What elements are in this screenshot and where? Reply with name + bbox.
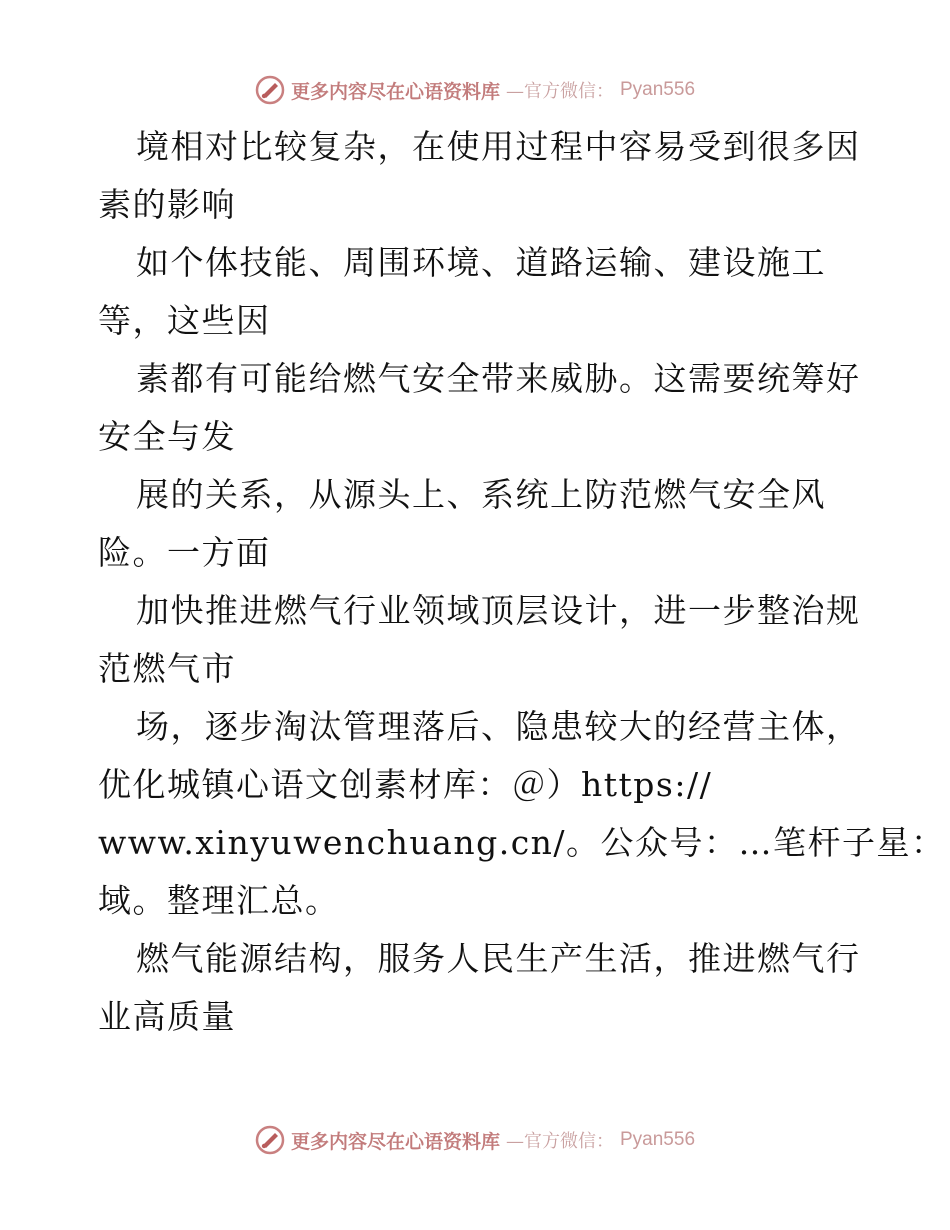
- watermark-main-text: 更多内容尽在心语资料库: [290, 80, 500, 103]
- paragraph-5-line-2: 范燃气市: [98, 649, 236, 688]
- watermark-main-text: 更多内容尽在心语资料库: [290, 1130, 500, 1153]
- paragraph-1-line-2: 素的影响: [98, 185, 236, 224]
- footer-watermark: [0, 1120, 950, 1160]
- paragraph-1-line-1: 境相对比较复杂，在使用过程中容易受到很多因: [136, 127, 861, 166]
- paragraph-2-line-2: 等，这些因: [98, 301, 271, 340]
- brand-logo-icon: [255, 75, 285, 105]
- paragraph-6-line-1: 场，逐步淘汰管理落后、隐患较大的经营主体，: [136, 707, 861, 746]
- paragraph-4-line-2: 险。一方面: [98, 533, 271, 572]
- paragraph-7-line-1: 燃气能源结构，服务人民生产生活，推进燃气行: [136, 939, 861, 978]
- paragraph-6-line-2: 优化城镇心语文创素材库：＠）https://: [98, 765, 713, 804]
- paragraph-6-line-3: www.xinyuwenchuang.cn/。公众号：…笔杆子星：: [98, 823, 946, 862]
- paragraph-6-line-4: 域。整理汇总。: [98, 881, 340, 920]
- paragraph-5-line-1: 加快推进燃气行业领域顶层设计，进一步整治规: [136, 591, 861, 630]
- paragraph-3-line-1: 素都有可能给燃气安全带来威胁。这需要统筹好: [136, 359, 861, 398]
- watermark-sub-text: —官方微信：: [506, 81, 614, 102]
- paragraph-2-line-1: 如个体技能、周围环境、道路运输、建设施工: [136, 243, 826, 282]
- header-watermark: [0, 70, 950, 110]
- watermark-id-text: Pyan556: [620, 1129, 696, 1150]
- watermark-id-text: Pyan556: [620, 79, 696, 100]
- paragraph-7-line-2: 业高质量: [98, 997, 236, 1036]
- document-body: [98, 118, 946, 1046]
- watermark-sub-text: —官方微信：: [506, 1131, 614, 1152]
- paragraph-4-line-1: 展的关系，从源头上、系统上防范燃气安全风: [136, 475, 826, 514]
- paragraph-3-line-2: 安全与发: [98, 417, 236, 456]
- brand-logo-icon: [255, 1125, 285, 1155]
